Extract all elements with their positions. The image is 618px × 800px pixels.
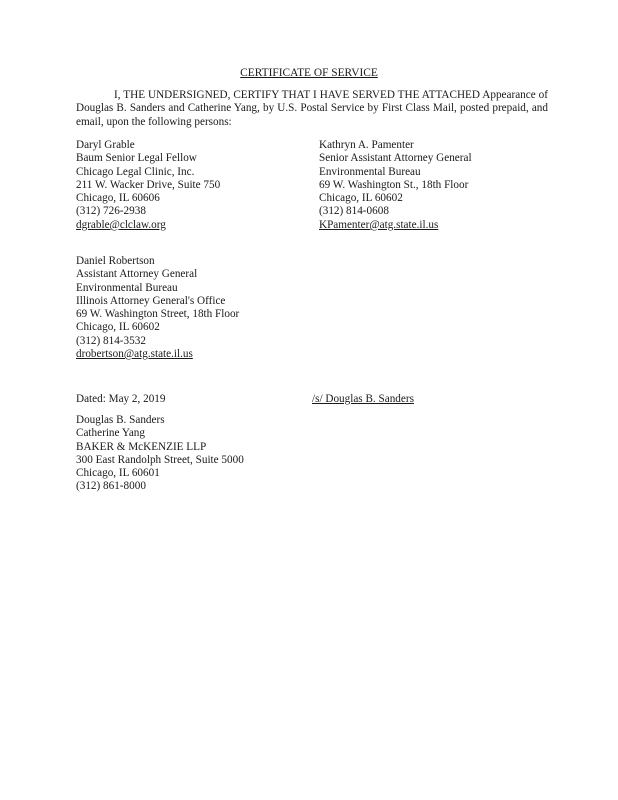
recipient-line: 69 W. Washington Street, 18th Floor (76, 308, 240, 321)
recipient-line: Daniel Robertson (76, 255, 155, 267)
sender-block (76, 414, 244, 494)
sender-line: Catherine Yang (76, 427, 145, 440)
sender-line: (312) 861-8000 (76, 480, 146, 493)
recipient-line: Environmental Bureau (76, 281, 178, 294)
recipient-line: Chicago Legal Clinic, Inc. (76, 165, 195, 178)
recipient-line: Chicago, IL 60602 (76, 321, 160, 334)
recipient-robertson (76, 255, 239, 361)
signature-text: /s/ Douglas B. Sanders (312, 393, 414, 405)
recipient-line: Environmental Bureau (319, 165, 421, 178)
sender-line: BAKER & McKENZIE LLP (76, 440, 207, 453)
recipient-line: Assistant Attorney General (76, 268, 198, 281)
recipient-line: Chicago, IL 60602 (319, 192, 403, 205)
recipient-line: Illinois Attorney General's Office (76, 294, 226, 307)
sender-line: 300 East Randolph Street, Suite 5000 (76, 453, 244, 466)
recipient-line: (312) 814-0608 (319, 205, 389, 218)
recipient-line: Baum Senior Legal Fellow (76, 152, 197, 165)
recipient-email[interactable]: dgrable@clclaw.org (76, 218, 166, 231)
recipient-line: 69 W. Washington St., 18th Floor (319, 178, 469, 191)
sender-line: Chicago, IL 60601 (76, 467, 160, 480)
recipient-pamenter (319, 139, 472, 232)
dated-text: Dated: May 2, 2019 (76, 393, 166, 405)
recipient-line: 211 W. Wacker Drive, Suite 750 (76, 178, 221, 191)
recipient-grable (76, 139, 220, 232)
sender-line: Douglas B. Sanders (76, 414, 165, 426)
dated-line (76, 393, 165, 406)
recipient-email[interactable]: KPamenter@atg.state.il.us (319, 218, 439, 231)
certification-statement: I, THE UNDERSIGNED, CERTIFY THAT I HAVE SERVED THE ATTACHED Appearance of Douglas B. Sanders and Catherine Yang, by U.S. Postal Service by First Class Mail, posted prepaid, and email, upon the following persons: (76, 89, 548, 128)
recipient-line: (312) 814-3532 (76, 334, 146, 347)
recipient-email[interactable]: drobertson@atg.state.il.us (76, 348, 193, 361)
recipient-line: Kathryn A. Pamenter (319, 139, 414, 151)
signature-line (312, 393, 414, 406)
recipient-line: Senior Assistant Attorney General (319, 152, 472, 165)
document-title: CERTIFICATE OF SERVICE (240, 67, 378, 79)
recipient-line: Chicago, IL 60606 (76, 192, 160, 205)
recipient-line: Daryl Grable (76, 139, 135, 151)
recipient-line: (312) 726-2938 (76, 205, 146, 218)
